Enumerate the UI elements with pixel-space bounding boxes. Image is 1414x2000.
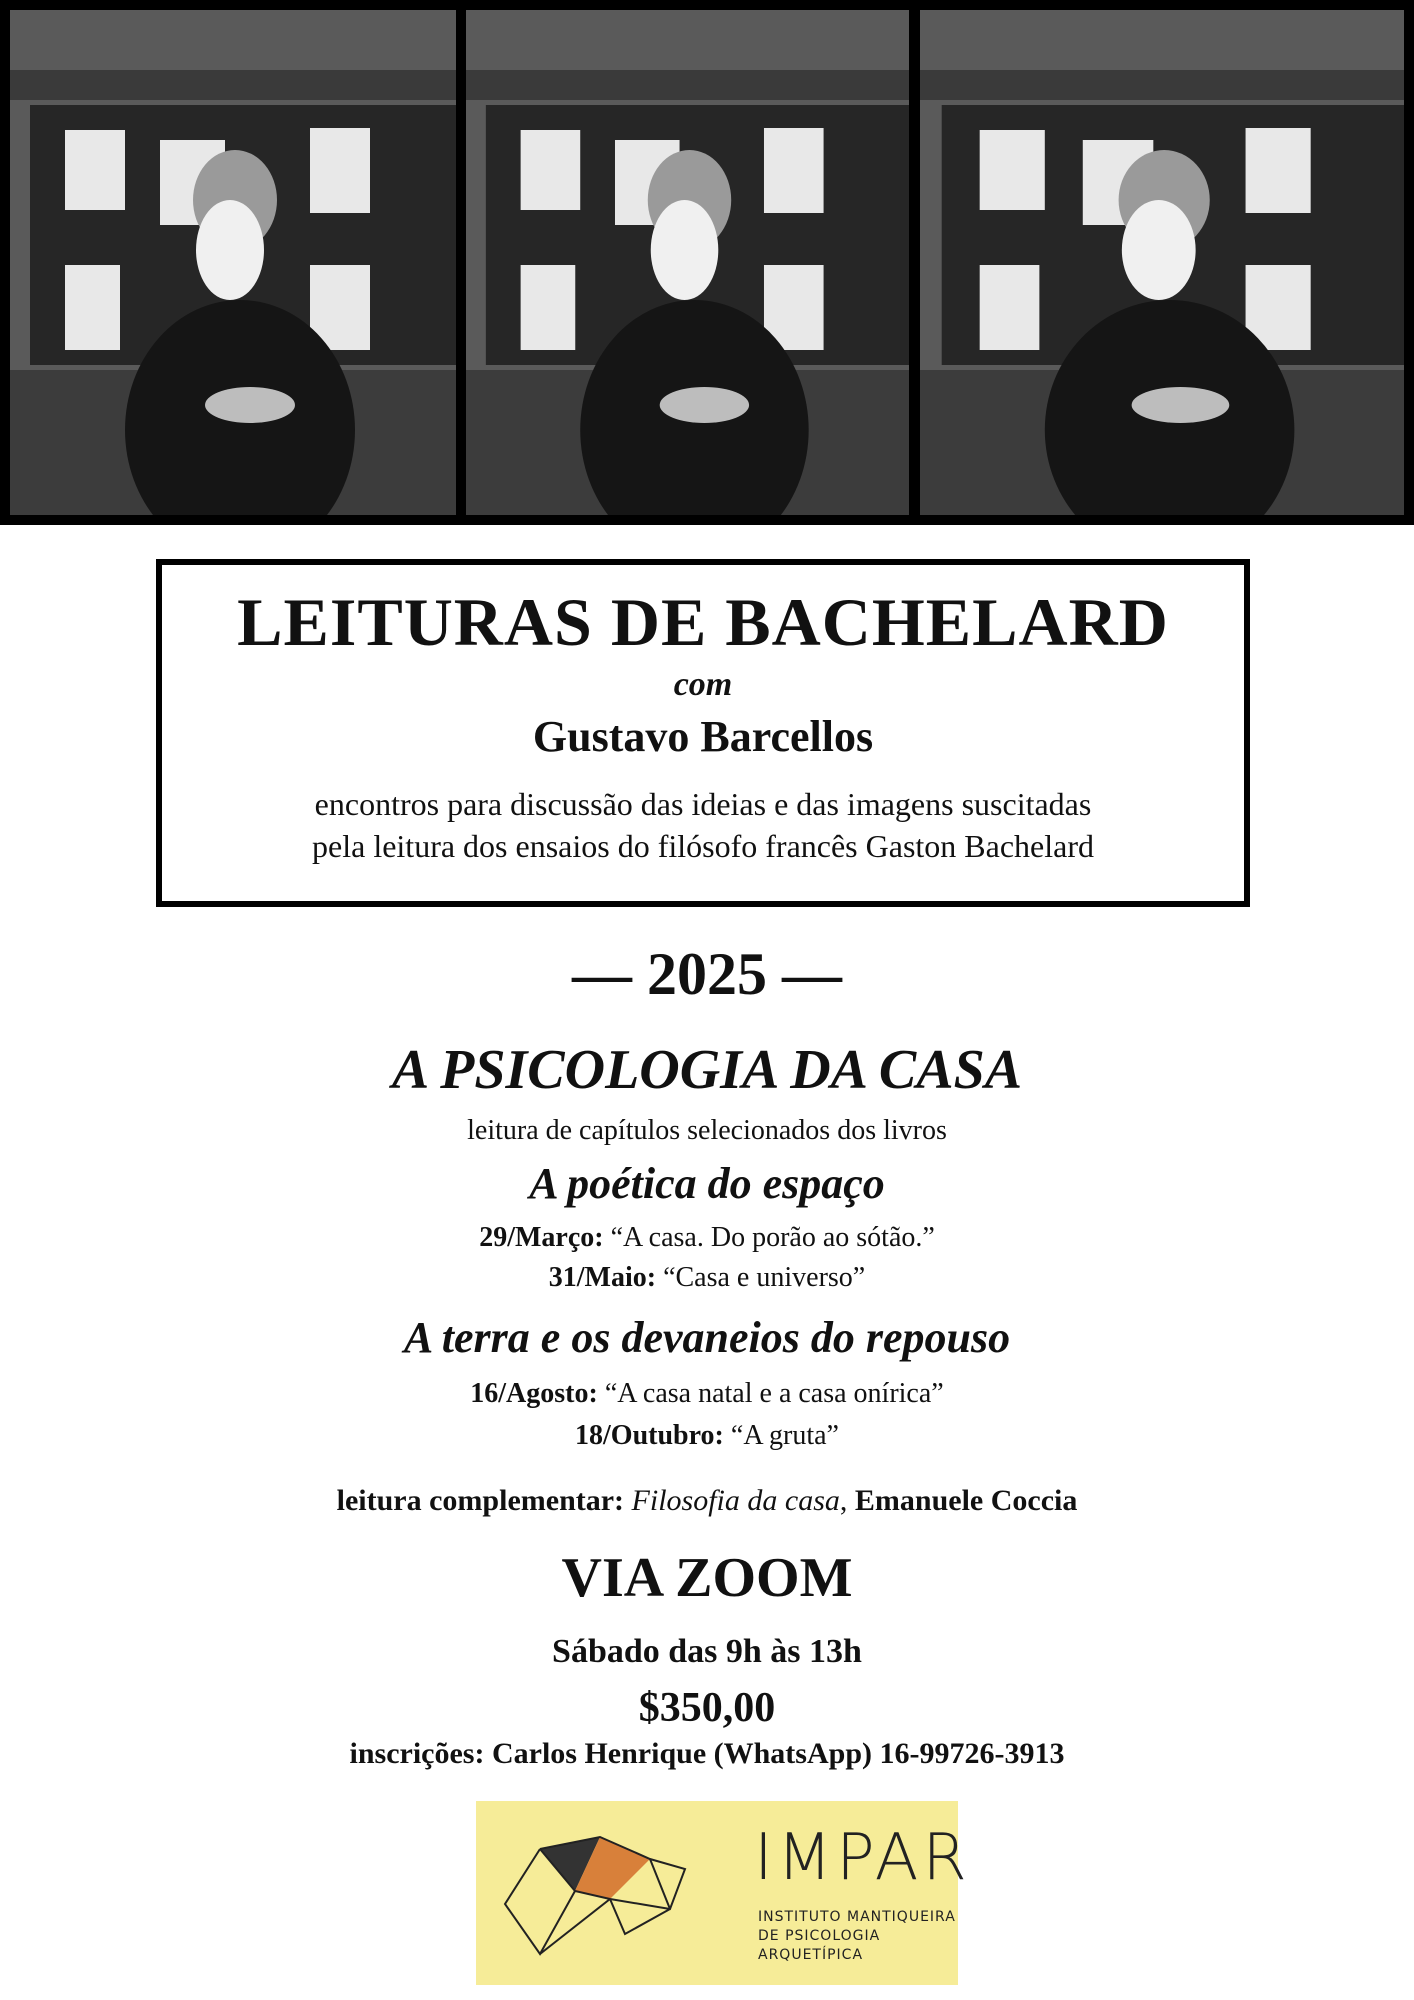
complement-author: Emanuele Coccia — [854, 1484, 1078, 1517]
price-text: $350,00 — [638, 1685, 776, 1731]
theme-subtitle: leitura de capítulos selecionados dos livros — [467, 1115, 947, 1146]
logo-line: DE PSICOLOGIA ARQUETÍPICA — [758, 1927, 881, 1963]
session-date: 16/Agosto: — [470, 1378, 598, 1409]
session-item — [0, 1378, 1414, 1410]
event-title: LEITURAS DE BACHELARD — [237, 584, 1169, 660]
photo-strip — [0, 0, 1414, 525]
bachelard-photo-art — [920, 10, 1404, 515]
bachelard-photo — [920, 10, 1404, 515]
logo-institution — [758, 1908, 958, 1965]
logo-line: INSTITUTO MANTIQUEIRA — [758, 1909, 956, 1925]
bachelard-photo — [466, 10, 909, 515]
description-line: encontros para discussão das ideias e das imagens suscitadas — [314, 785, 1092, 822]
complement-label: leitura complementar: — [336, 1484, 625, 1517]
complementary-reading — [0, 1484, 1414, 1518]
session-item — [0, 1262, 1414, 1294]
session-topic: “A casa. Do porão ao sótão.” — [610, 1222, 935, 1253]
impar-logo-icon — [500, 1829, 690, 1959]
bachelard-photo — [10, 10, 456, 515]
book-title: A terra e os devaneios do repouso — [403, 1313, 1011, 1362]
presenter-name: Gustavo Barcellos — [532, 712, 874, 762]
bachelard-photo-art — [466, 10, 909, 515]
bachelard-photo-art — [10, 10, 456, 515]
with-label: com — [673, 665, 733, 703]
book-title: A poética do espaço — [529, 1159, 885, 1208]
title-box — [156, 559, 1250, 907]
session-date: 18/Outubro: — [575, 1420, 724, 1451]
theme-heading: A PSICOLOGIA DA CASA — [391, 1039, 1023, 1101]
contact-text: inscrições: Carlos Henrique (WhatsApp) 16-99726-3913 — [349, 1737, 1065, 1770]
session-date: 31/Maio: — [548, 1262, 657, 1293]
complement-book: Filosofia da casa — [631, 1484, 840, 1517]
complement-separator: , — [839, 1484, 848, 1517]
session-topic: “Casa e universo” — [663, 1262, 866, 1293]
description-line: pela leitura dos ensaios do filósofo francês Gaston Bachelard — [312, 827, 1094, 864]
format-label: VIA ZOOM — [561, 1547, 853, 1609]
session-item — [0, 1420, 1414, 1452]
session-topic: “A gruta” — [730, 1420, 839, 1451]
impar-logo — [476, 1801, 971, 1985]
event-description — [162, 784, 1244, 867]
schedule-text: Sábado das 9h às 13h — [552, 1633, 862, 1670]
logo-brand: IMPAR — [754, 1821, 971, 1895]
session-item — [0, 1222, 1414, 1254]
session-topic: “A casa natal e a casa onírica” — [604, 1378, 944, 1409]
year-heading: — 2025 — — [572, 941, 842, 1007]
session-date: 29/Março: — [479, 1222, 604, 1253]
